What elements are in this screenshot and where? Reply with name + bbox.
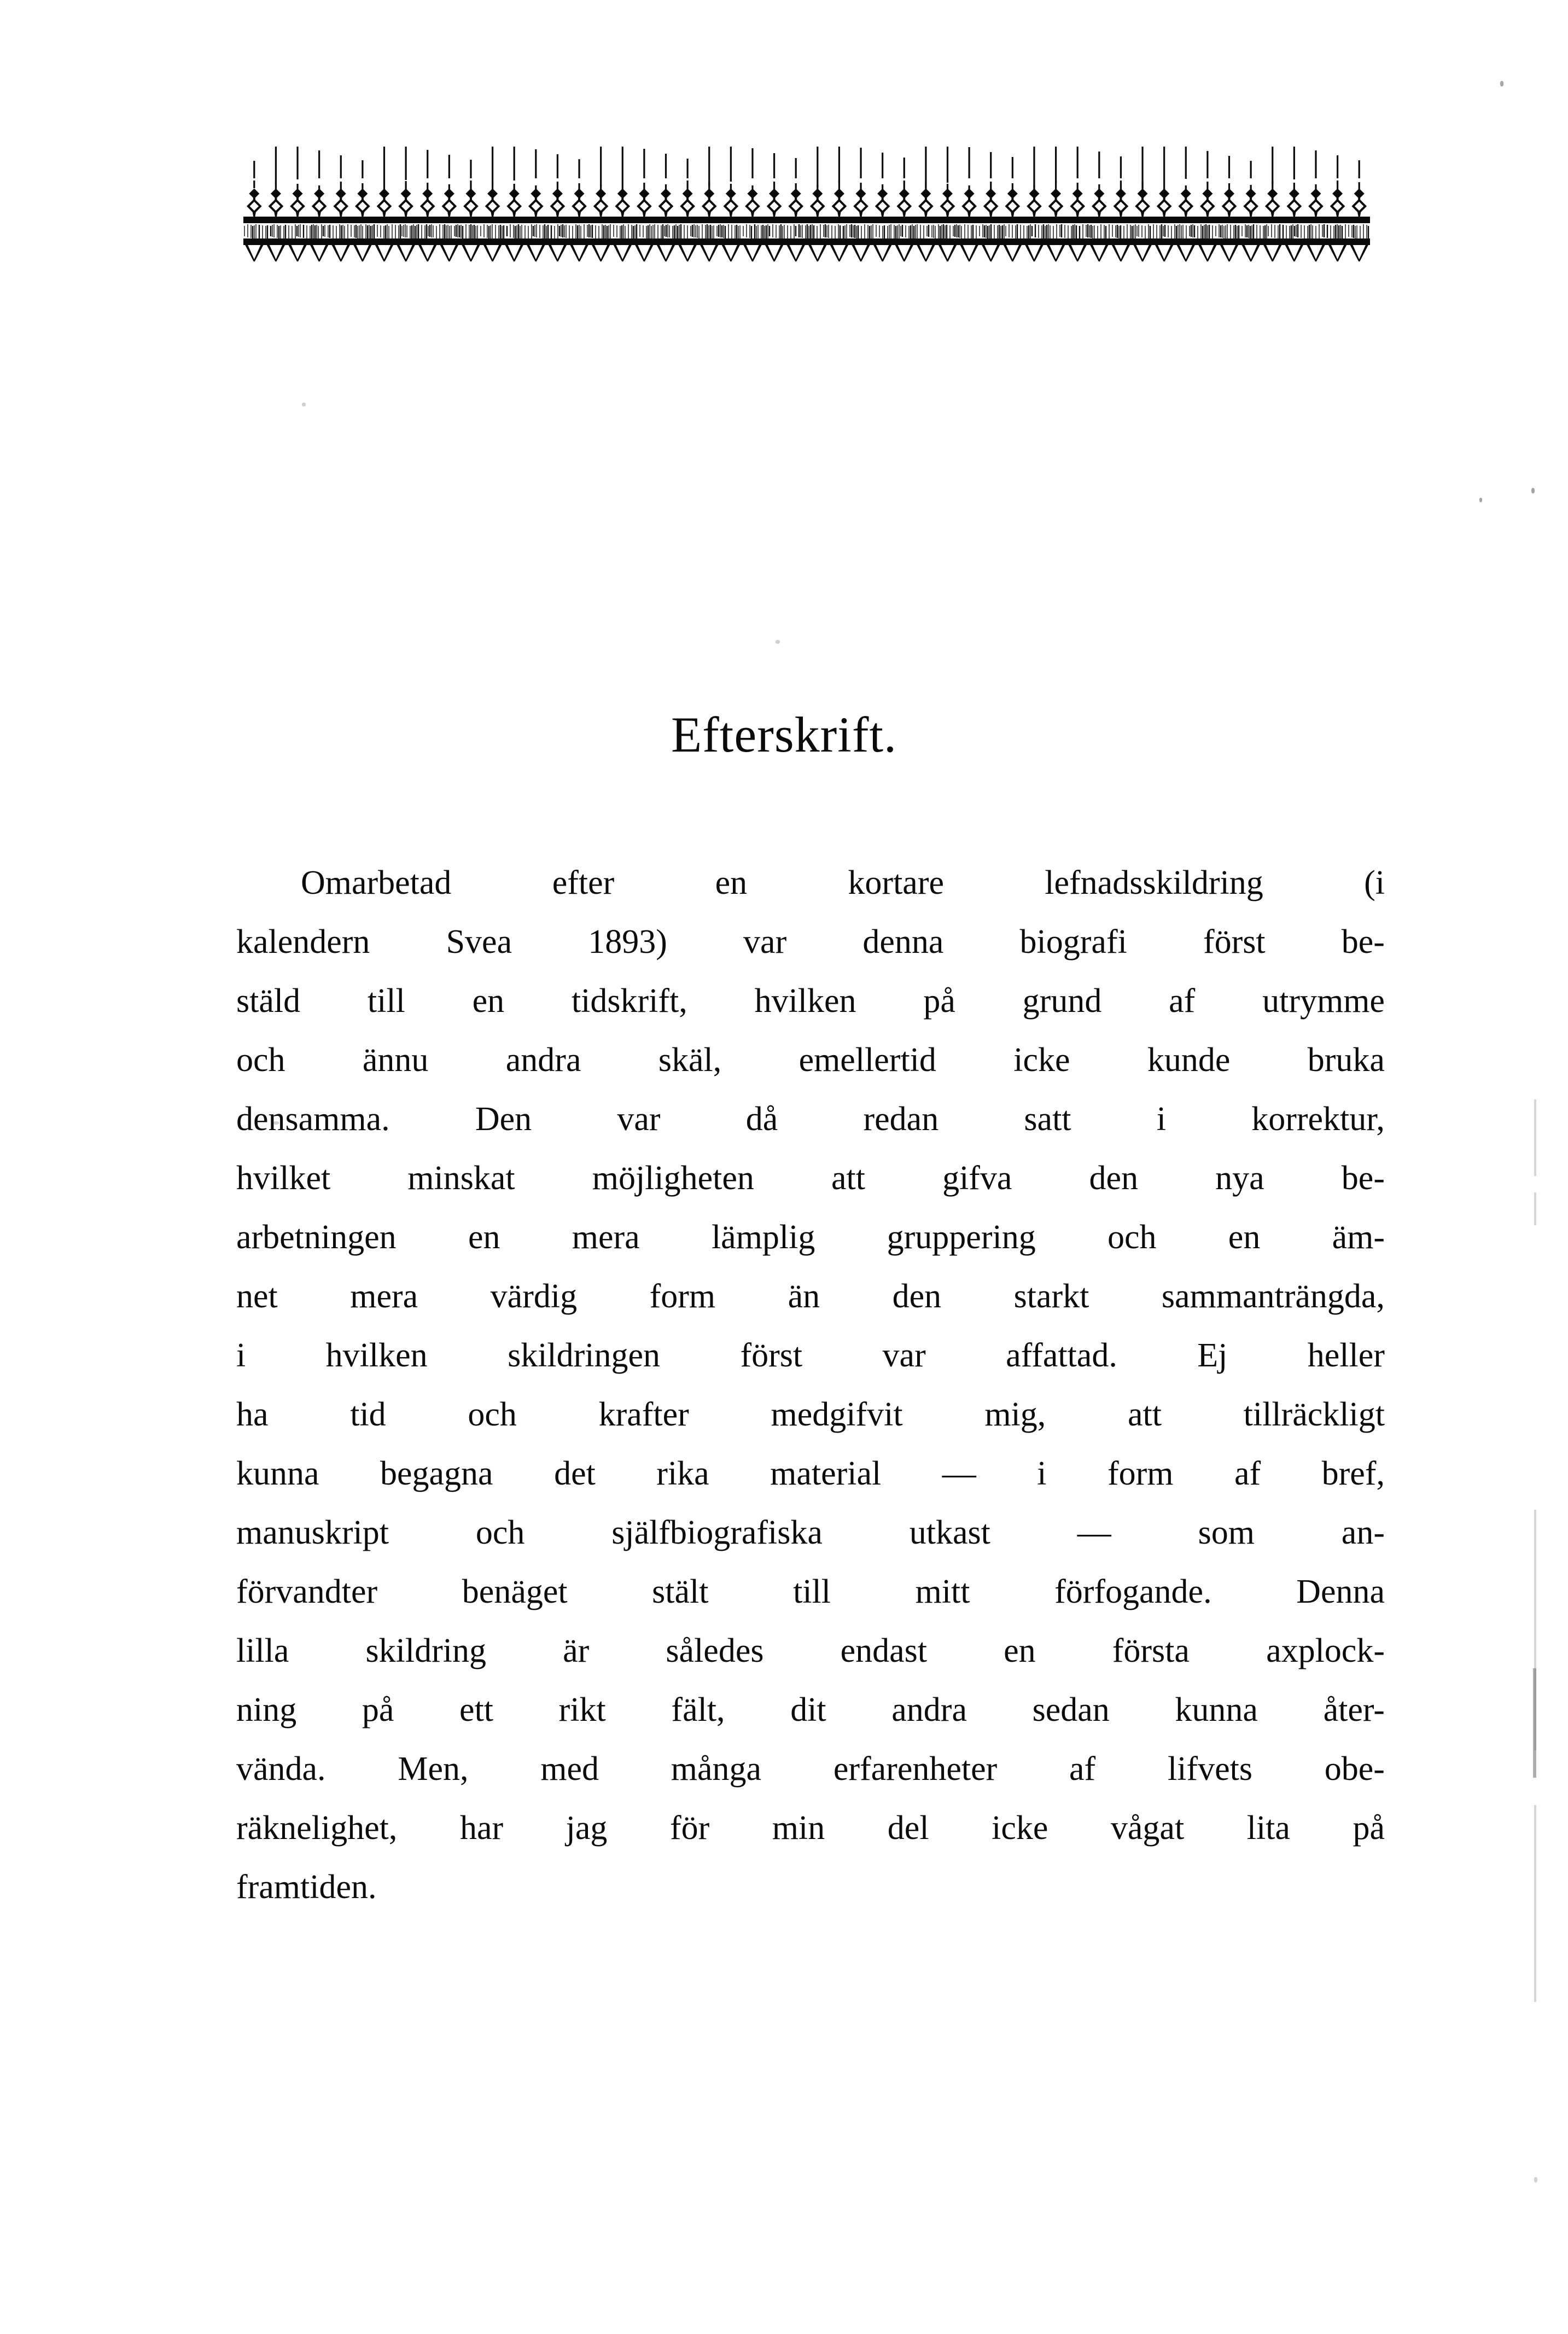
- word: ning: [236, 1691, 297, 1728]
- word: förfogande.: [1054, 1573, 1212, 1610]
- word: lämplig: [711, 1219, 815, 1256]
- word: till: [793, 1573, 831, 1610]
- word: Men,: [398, 1750, 469, 1788]
- word: minskat: [407, 1160, 515, 1197]
- word: denna: [862, 923, 944, 961]
- word: vågat: [1110, 1809, 1185, 1847]
- word: då: [745, 1101, 778, 1138]
- word: och: [468, 1396, 517, 1433]
- word: var: [882, 1337, 926, 1374]
- word: material: [770, 1455, 882, 1492]
- word: i: [236, 1337, 246, 1374]
- word: på: [1353, 1809, 1385, 1847]
- word: på: [923, 982, 955, 1020]
- word: tid: [350, 1396, 386, 1433]
- word: första: [1112, 1632, 1190, 1669]
- text-line: [236, 1267, 1385, 1326]
- word: lefnadsskildring: [1045, 864, 1263, 901]
- word: densamma.: [236, 1101, 390, 1138]
- word: andra: [891, 1691, 967, 1728]
- word: icke: [992, 1809, 1048, 1847]
- word: medgifvit: [771, 1396, 903, 1433]
- scan-artifact: [1534, 1805, 1536, 2002]
- word: kalendern: [236, 923, 370, 961]
- word: lita: [1246, 1809, 1290, 1847]
- word: axplock-: [1266, 1632, 1385, 1669]
- word: endast: [840, 1632, 927, 1669]
- word: gifva: [942, 1160, 1012, 1197]
- text-line: [236, 853, 1385, 912]
- body-text: [236, 853, 1385, 1917]
- word: och: [236, 1041, 285, 1079]
- scan-artifact: [1534, 2177, 1537, 2182]
- word: obe-: [1324, 1750, 1385, 1788]
- word: begagna: [380, 1455, 493, 1492]
- word: möjligheten: [592, 1160, 754, 1197]
- word: benäget: [462, 1573, 568, 1610]
- word: icke: [1013, 1041, 1070, 1079]
- text-line: [236, 1798, 1385, 1858]
- word: jag: [566, 1809, 608, 1847]
- scan-artifact: [273, 1121, 279, 1125]
- word: en: [715, 864, 748, 901]
- word: (i: [1364, 864, 1385, 901]
- text-line: [236, 1444, 1385, 1503]
- word: be-: [1341, 923, 1385, 961]
- word: min: [772, 1809, 825, 1847]
- word: att: [831, 1160, 865, 1197]
- word: lilla: [236, 1632, 289, 1669]
- word: tidskrift,: [571, 982, 687, 1020]
- word: en: [468, 1219, 500, 1256]
- word: är: [563, 1632, 590, 1669]
- text-line: [236, 1208, 1385, 1267]
- word: skildring: [365, 1632, 486, 1669]
- word: i: [1037, 1455, 1047, 1492]
- word: rikt: [558, 1691, 606, 1728]
- scan-artifact: [1500, 81, 1503, 86]
- word: på: [362, 1691, 394, 1728]
- word: net: [236, 1278, 278, 1315]
- word: heller: [1307, 1337, 1385, 1374]
- word: kortare: [848, 864, 944, 901]
- text-line: [236, 1503, 1385, 1562]
- scan-artifact: [302, 403, 306, 406]
- word: äm-: [1332, 1219, 1385, 1256]
- word: kunde: [1147, 1041, 1231, 1079]
- word: rika: [656, 1455, 709, 1492]
- text-line: [236, 1858, 1385, 1917]
- word: kunna: [1175, 1691, 1258, 1728]
- ornament-band: [243, 147, 1370, 261]
- word: stält: [652, 1573, 709, 1610]
- word: således: [666, 1632, 764, 1669]
- word: nya: [1215, 1160, 1264, 1197]
- word: som: [1198, 1514, 1255, 1551]
- text-line: [236, 1149, 1385, 1208]
- word: affattad.: [1006, 1337, 1117, 1374]
- word: af: [1234, 1455, 1261, 1492]
- word: krafter: [598, 1396, 689, 1433]
- word: be-: [1341, 1160, 1385, 1197]
- text-line: [236, 1385, 1385, 1444]
- word: andra: [505, 1041, 581, 1079]
- word: för: [669, 1809, 710, 1847]
- word: sammanträngda,: [1161, 1278, 1385, 1315]
- word: form: [1107, 1455, 1174, 1492]
- word: tillräckligt: [1243, 1396, 1385, 1433]
- word: fält,: [671, 1691, 725, 1728]
- word: var: [743, 923, 787, 961]
- word: starkt: [1013, 1278, 1089, 1315]
- word: Denna: [1296, 1573, 1385, 1610]
- word: 1893): [588, 923, 667, 961]
- word: åter-: [1323, 1691, 1385, 1728]
- word: utkast: [909, 1514, 990, 1551]
- word: gruppering: [887, 1219, 1036, 1256]
- word: skildringen: [508, 1337, 661, 1374]
- word: i: [1156, 1101, 1166, 1138]
- word: skäl,: [658, 1041, 722, 1079]
- page-title: Efterskrift.: [671, 707, 897, 763]
- word: att: [1127, 1396, 1162, 1433]
- word: mera: [350, 1278, 418, 1315]
- word: förvandter: [236, 1573, 378, 1610]
- word: först: [740, 1337, 803, 1374]
- word: en: [1228, 1219, 1261, 1256]
- word: grund: [1022, 982, 1102, 1020]
- word: och: [1107, 1219, 1157, 1256]
- line-text: framtiden.: [236, 1869, 377, 1906]
- word: det: [554, 1455, 596, 1492]
- word: manuskript: [236, 1514, 389, 1551]
- word: —: [942, 1455, 976, 1492]
- word: en: [1004, 1632, 1036, 1669]
- word: har: [459, 1809, 504, 1847]
- word: själfbiografiska: [611, 1514, 823, 1551]
- text-line: [236, 1621, 1385, 1680]
- word: an-: [1341, 1514, 1385, 1551]
- word: del: [887, 1809, 929, 1847]
- word: form: [649, 1278, 716, 1315]
- word: emellertid: [798, 1041, 936, 1079]
- word: den: [892, 1278, 942, 1315]
- word: den: [1089, 1160, 1139, 1197]
- word: utrymme: [1262, 982, 1385, 1020]
- word: var: [617, 1101, 661, 1138]
- text-line: [236, 1326, 1385, 1385]
- word: bruka: [1307, 1041, 1385, 1079]
- word: många: [671, 1750, 762, 1788]
- text-line: [236, 1090, 1385, 1149]
- text-line: [236, 971, 1385, 1031]
- word: af: [1069, 1750, 1096, 1788]
- word: Den: [475, 1101, 532, 1138]
- word: dit: [790, 1691, 826, 1728]
- word: redan: [863, 1101, 939, 1138]
- word: med: [540, 1750, 599, 1788]
- text-line: [236, 912, 1385, 971]
- word: biografi: [1019, 923, 1127, 961]
- word: än: [788, 1278, 820, 1315]
- word: sedan: [1032, 1691, 1110, 1728]
- word: hvilket: [236, 1160, 331, 1197]
- word: efter: [552, 864, 615, 901]
- word: stäld: [236, 982, 301, 1020]
- word: mig,: [984, 1396, 1046, 1433]
- text-line: [236, 1680, 1385, 1739]
- word: hvilken: [754, 982, 856, 1020]
- scan-artifact: [1533, 1668, 1536, 1778]
- word: lifvets: [1167, 1750, 1252, 1788]
- paragraph-indent: [236, 853, 301, 912]
- scan-artifact: [1534, 1192, 1536, 1225]
- scan-artifact: [1531, 488, 1535, 493]
- word: ännu: [362, 1041, 429, 1079]
- word: värdig: [490, 1278, 578, 1315]
- ornament-graphic: [243, 147, 1370, 261]
- word: mera: [572, 1219, 640, 1256]
- word: arbetningen: [236, 1219, 397, 1256]
- word: ett: [459, 1691, 494, 1728]
- word: vända.: [236, 1750, 326, 1788]
- word: hvilken: [325, 1337, 428, 1374]
- word: Svea: [446, 923, 512, 961]
- text-line: [236, 1562, 1385, 1621]
- word: korrektur,: [1251, 1101, 1385, 1138]
- text-line: [236, 1739, 1385, 1798]
- word: Ej: [1197, 1337, 1228, 1374]
- word: mitt: [915, 1573, 970, 1610]
- word: bref,: [1321, 1455, 1385, 1492]
- word: ha: [236, 1396, 269, 1433]
- word: —: [1077, 1514, 1111, 1551]
- word: räknelighet,: [236, 1809, 398, 1847]
- word: af: [1169, 982, 1196, 1020]
- word: kunna: [236, 1455, 319, 1492]
- word: och: [475, 1514, 525, 1551]
- word: en: [472, 982, 505, 1020]
- scan-artifact: [776, 640, 780, 644]
- word: Omarbetad: [301, 864, 452, 901]
- word: satt: [1024, 1101, 1071, 1138]
- word: erfarenheter: [833, 1750, 998, 1788]
- text-line: [236, 1031, 1385, 1090]
- scan-artifact: [1479, 498, 1482, 502]
- scan-artifact: [1534, 1099, 1536, 1176]
- word: till: [367, 982, 405, 1020]
- word: först: [1203, 923, 1266, 961]
